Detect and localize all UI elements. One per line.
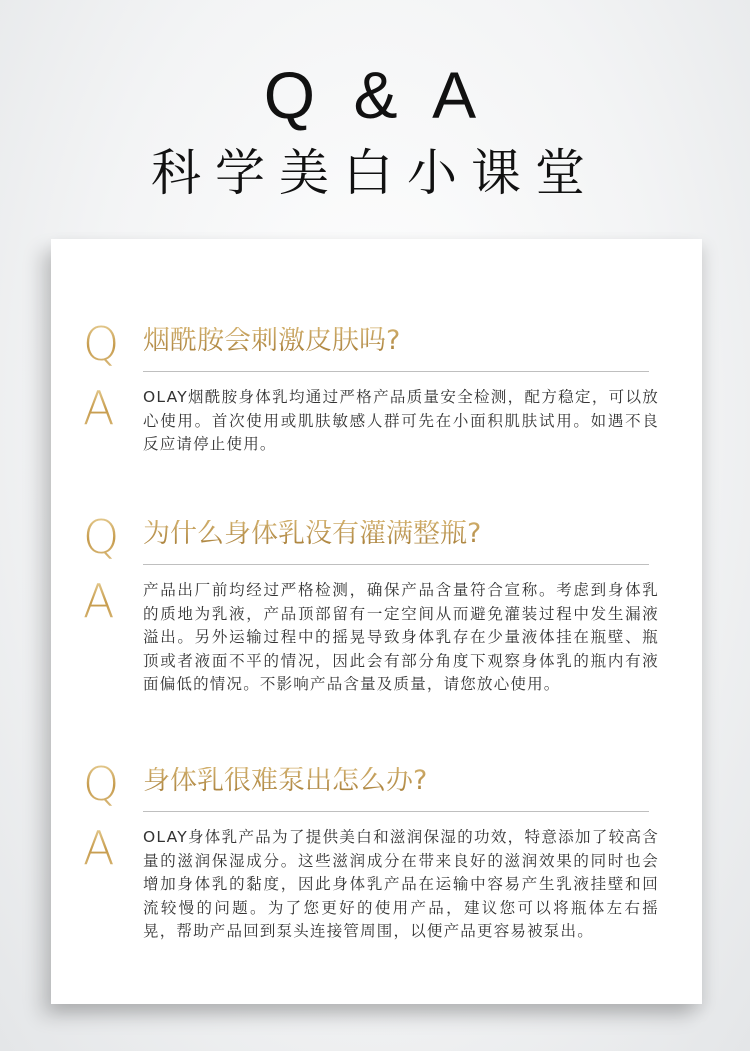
answer-text: 产品出厂前均经过严格检测，确保产品含量符合宣称。考虑到身体乳的质地为乳液，产品顶部留有一定空间从而避免灌装过程中发生漏液溢出。另外运输过程中的摇晃导致身体乳存在少量液体挂在瓶壁、瓶顶或者液面不平的情况，因此会有部分角度下观察身体乳的瓶内有液面偏低的情况。不影响产品含量及质量，请您放心使用。 bbox=[143, 581, 659, 693]
question-divider bbox=[143, 564, 649, 565]
question-divider bbox=[143, 371, 649, 372]
answer-mark-letter: A bbox=[83, 381, 115, 435]
page-subtitle: 科学美白小课堂 bbox=[151, 144, 599, 202]
qa-card bbox=[51, 239, 702, 1004]
answer-text: OLAY身体乳产品为了提供美白和滋润保湿的功效，特意添加了较高含量的滋润保湿成分。这些滋润成分在带来良好的滋润效果的同时也会增加身体乳的黏度，因此身体乳产品在运输中容易产生乳液挂壁和回流较慢的问题。为了您更好的使用产品，建议您可以将瓶体左右摇晃，帮助产品回到泵头连接管周围，以便产品更容易被泵出。 bbox=[143, 828, 659, 940]
answer-mark-letter: A bbox=[83, 574, 115, 628]
answer-mark-letter: A bbox=[83, 821, 115, 875]
answer-text: OLAY烟酰胺身体乳均通过严格产品质量安全检测，配方稳定，可以放心使用。首次使用或肌肤敏感人群可先在小面积肌肤试用。如遇不良反应请停止使用。 bbox=[143, 388, 659, 453]
question-divider bbox=[143, 811, 649, 812]
page-title: Q & A bbox=[263, 58, 487, 132]
question-text: 烟酰胺会刺激皮肤吗? bbox=[143, 325, 401, 356]
question-text: 为什么身体乳没有灌满整瓶? bbox=[143, 518, 482, 549]
question-text: 身体乳很难泵出怎么办? bbox=[143, 765, 428, 796]
question-mark-letter: Q bbox=[83, 757, 120, 811]
question-mark-letter: Q bbox=[83, 510, 120, 564]
question-mark-letter: Q bbox=[83, 317, 120, 371]
